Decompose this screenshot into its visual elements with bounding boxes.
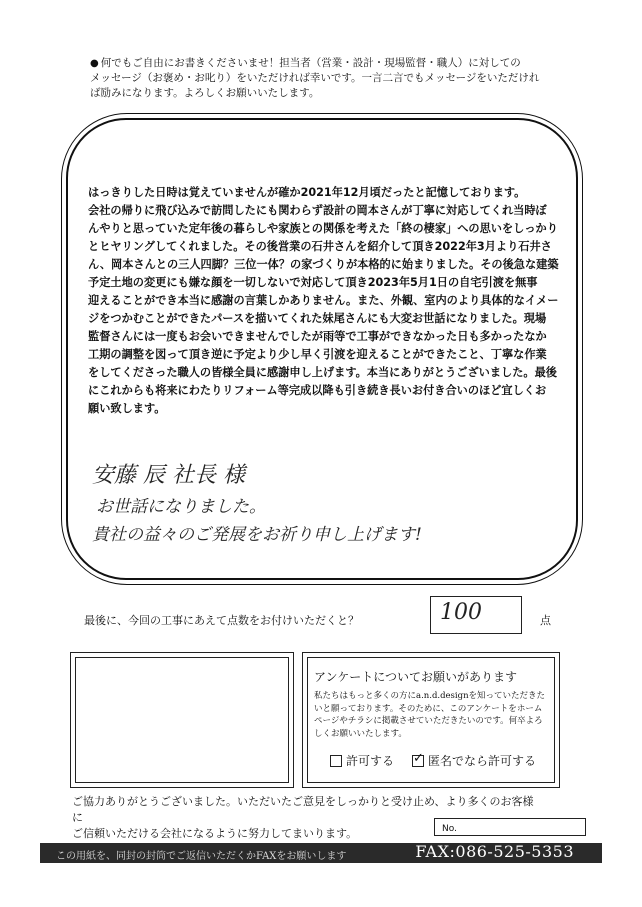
message-line: 監督さんには一度もお会いできませんでしたが雨等で工事ができなかった日も多かったなか bbox=[88, 330, 547, 343]
message-line: 願い致します。 bbox=[88, 402, 166, 415]
thanks-line-1: ご協力ありがとうございました。いただいたご意見をしっかりと受け止め、より多くのお客様に bbox=[72, 795, 534, 824]
thanks-line-2: ご信頼いただける会社になるように努力してまいります。 bbox=[72, 827, 358, 840]
message-line: をしてくださった職人の皆様全員に感謝申し上げます。本当にありがとうございました。最後 bbox=[88, 366, 557, 379]
handwritten-addressee: 安藤 辰 社長 様 bbox=[92, 463, 245, 488]
survey-text: 私たちはもっと多くの方にa.n.d.designを知っていただきたいと願っております。そのために、このアンケートをホームページやチラシに掲載させていただきたいのです。何卒よろしくお願いいたします。 bbox=[314, 691, 546, 739]
intro-line-1: 何でもご自由にお書きくださいませ！担当者（営業・設計・現場監督・職人）に対しての bbox=[100, 57, 521, 69]
survey-title: アンケートについてお願いがあります bbox=[314, 670, 518, 684]
number-label: No. bbox=[442, 824, 457, 834]
message-line: 予定土地の変更にも嫌な顔を一切しないで対応して頂き2023年5月1日の自宅引渡を無事 bbox=[88, 276, 538, 289]
message-line: はっきりした日時は覚えていませんが確か2021年12月頃だったと記憶しております。 bbox=[88, 186, 526, 199]
score-unit: 点 bbox=[540, 614, 551, 627]
message-line: 会社の帰りに飛び込みで訪問したにも関わらず設計の岡本さんが丁寧に対応してくれ当時ぼ bbox=[88, 204, 547, 217]
checkbox-checked-icon[interactable] bbox=[412, 755, 424, 767]
score-value: 100 bbox=[440, 600, 482, 625]
message-line: んやりと思っていた定年後の暮らしや家族との関係を考えた「終の棲家」への思いをしっかり bbox=[88, 222, 558, 235]
permit-option[interactable] bbox=[330, 752, 394, 769]
footer-bar bbox=[40, 843, 602, 863]
message-line: とヒヤリングしてくれました。その後営業の石井さんを紹介して頂き2022年3月より石井さ bbox=[88, 240, 552, 253]
checkbox-empty-icon[interactable] bbox=[330, 755, 342, 767]
message-line: 工期の調整を図って頂き逆に予定より少し早く引渡を迎えることができたこと、丁寧な作業 bbox=[88, 348, 547, 361]
bullet-icon: ● bbox=[90, 58, 99, 69]
permit-label: 許可する bbox=[346, 754, 395, 768]
handwritten-thanks: お世話になりました。 bbox=[96, 497, 266, 517]
message-line: ジをつかむことができたパースを描いてくれた妹尾さんにも大変お世話になりました。現場 bbox=[88, 312, 547, 325]
handwritten-wishes: 貴社の益々のご発展をお祈り申し上げます! bbox=[92, 525, 422, 545]
anonymous-permit-label: 匿名でなら許可する bbox=[428, 754, 537, 768]
footer-fax: FAX:086-525-5353 bbox=[415, 842, 574, 861]
message-line: 迎えることができ本当に感謝の言葉しかありません。また、外観、室内のより具体的なイメー bbox=[88, 294, 559, 307]
footer-instruction: この用紙を、同封の封筒でご返信いただくかFAXをお願いします bbox=[56, 851, 347, 862]
message-line: にこれからも将来にわたりリフォーム等完成以降も引き続き長いお付き合いのほど宜しくお bbox=[88, 384, 547, 397]
message-body bbox=[88, 184, 562, 418]
anonymous-permit-option[interactable] bbox=[412, 752, 536, 769]
intro-line-3: ば励みになります。よろしくお願いいたします。 bbox=[90, 87, 320, 99]
intro-line-2: メッセージ（お褒め・お叱り）をいただければ幸いです。一言二言でもメッセージをいただけれ bbox=[90, 72, 540, 84]
message-line: ん、岡本さんとの三人四脚？三位一体？の家づくりが本格的に始まりました。その後急な建築 bbox=[88, 258, 559, 271]
photo-frame bbox=[70, 652, 294, 788]
score-question: 最後に、今回の工事にあえて点数をお付けいただくと？ bbox=[84, 614, 359, 627]
intro-text bbox=[90, 56, 590, 101]
